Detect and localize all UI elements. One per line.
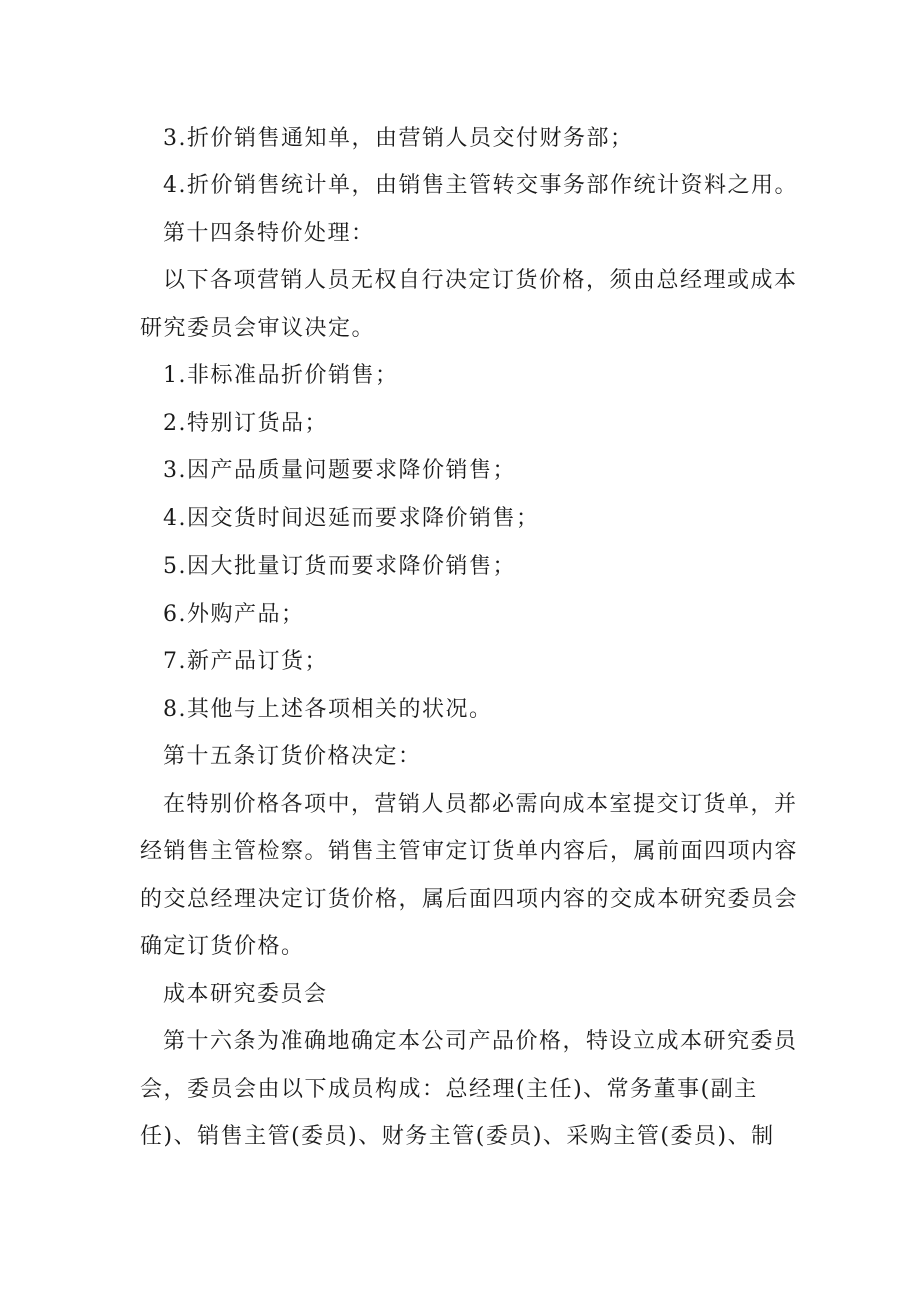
list-item: 3.因产品质量问题要求降价销售； bbox=[163, 458, 516, 483]
text-line: 4.折价销售统计单，由销售主管转交事务部作统计资料之用。 bbox=[163, 173, 798, 198]
list-item: 2.特别订货品； bbox=[163, 411, 328, 436]
section-heading: 成本研究委员会 bbox=[163, 982, 328, 1007]
text-line: 在特别价格各项中，营销人员都必需向成本室提交订货单，并 bbox=[163, 792, 798, 817]
text-line: 3.折价销售通知单，由营销人员交付财务部； bbox=[163, 126, 634, 151]
list-item: 4.因交货时间迟延而要求降价销售； bbox=[163, 506, 540, 531]
list-item: 8.其他与上述各项相关的状况。 bbox=[163, 697, 493, 722]
list-item: 1.非标准品折价销售； bbox=[163, 363, 399, 388]
text-line: 会，委员会由以下成员构成：总经理(主任)、常务董事(副主 bbox=[140, 1077, 758, 1102]
text-line: 任)、销售主管(委员)、财务主管(委员)、采购主管(委员)、制 bbox=[140, 1124, 775, 1149]
list-item: 6.外购产品； bbox=[163, 602, 305, 627]
list-item: 7.新产品订货； bbox=[163, 649, 328, 674]
list-item: 5.因大批量订货而要求降价销售； bbox=[163, 554, 516, 579]
text-line: 以下各项营销人员无权自行决定订货价格，须由总经理或成本 bbox=[163, 268, 798, 293]
text-line: 研究委员会审议决定。 bbox=[140, 316, 376, 341]
text-line: 确定订货价格。 bbox=[140, 934, 305, 959]
text-line: 经销售主管检察。销售主管审定订货单内容后，属前面四项内容 bbox=[140, 839, 799, 864]
text-line: 第十六条为准确地确定本公司产品价格，特设立成本研究委员 bbox=[163, 1029, 798, 1054]
section-heading: 第十五条订货价格决定： bbox=[163, 744, 422, 769]
section-heading: 第十四条特价处理： bbox=[163, 221, 375, 246]
text-line: 的交总经理决定订货价格，属后面四项内容的交成本研究委员会 bbox=[140, 887, 799, 912]
